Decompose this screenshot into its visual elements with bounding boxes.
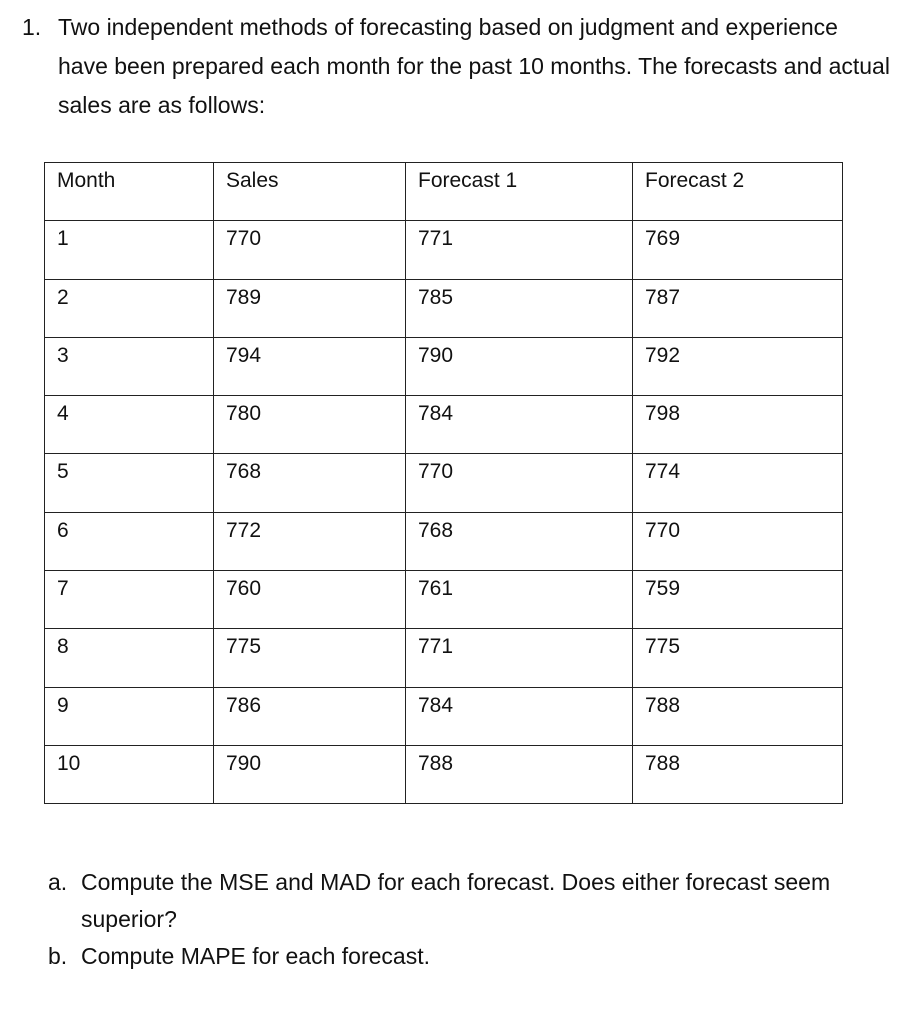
table-row — [45, 687, 843, 745]
cell-forecast-1: 771 — [406, 629, 633, 687]
cell-month: 6 — [45, 512, 214, 570]
question-letter: a. — [48, 869, 68, 895]
cell-forecast-2: 787 — [633, 279, 843, 337]
cell-month: 8 — [45, 629, 214, 687]
table-row — [45, 337, 843, 395]
table-row — [45, 396, 843, 454]
questions-list — [48, 864, 908, 975]
cell-sales: 786 — [214, 687, 406, 745]
table-header-row — [45, 163, 843, 221]
cell-forecast-1: 770 — [406, 454, 633, 512]
cell-month: 2 — [45, 279, 214, 337]
table-row — [45, 454, 843, 512]
cell-sales: 794 — [214, 337, 406, 395]
question-letter: b. — [48, 943, 68, 969]
problem-statement — [22, 8, 892, 125]
cell-forecast-2: 788 — [633, 745, 843, 803]
forecast-table — [44, 162, 843, 804]
problem-text: Two independent methods of forecasting based on judgment and experience have been prepared each month for the past 10 months. The forecasts and actual sales are as follows: — [58, 14, 890, 118]
cell-forecast-1: 784 — [406, 396, 633, 454]
cell-forecast-2: 759 — [633, 571, 843, 629]
question-text: Compute the MSE and MAD for each forecast. Does either forecast seem superior? — [81, 869, 831, 932]
cell-sales: 770 — [214, 221, 406, 279]
cell-month: 7 — [45, 571, 214, 629]
question-b — [48, 938, 908, 975]
cell-month: 4 — [45, 396, 214, 454]
cell-month: 3 — [45, 337, 214, 395]
cell-forecast-1: 771 — [406, 221, 633, 279]
cell-forecast-2: 774 — [633, 454, 843, 512]
cell-month: 5 — [45, 454, 214, 512]
header-forecast-2: Forecast 2 — [633, 163, 843, 221]
cell-forecast-2: 769 — [633, 221, 843, 279]
header-sales: Sales — [214, 163, 406, 221]
question-text: Compute MAPE for each forecast. — [81, 943, 430, 969]
cell-forecast-2: 788 — [633, 687, 843, 745]
cell-sales: 772 — [214, 512, 406, 570]
cell-forecast-1: 761 — [406, 571, 633, 629]
cell-sales: 790 — [214, 745, 406, 803]
cell-month: 9 — [45, 687, 214, 745]
cell-forecast-2: 792 — [633, 337, 843, 395]
table-row — [45, 279, 843, 337]
cell-sales: 789 — [214, 279, 406, 337]
table-row — [45, 571, 843, 629]
question-a — [48, 864, 908, 938]
table-row — [45, 221, 843, 279]
cell-forecast-1: 768 — [406, 512, 633, 570]
cell-sales: 775 — [214, 629, 406, 687]
cell-sales: 760 — [214, 571, 406, 629]
table-row — [45, 629, 843, 687]
header-month: Month — [45, 163, 214, 221]
table-row — [45, 512, 843, 570]
cell-forecast-2: 770 — [633, 512, 843, 570]
cell-forecast-2: 798 — [633, 396, 843, 454]
cell-forecast-1: 788 — [406, 745, 633, 803]
cell-month: 10 — [45, 745, 214, 803]
cell-forecast-2: 775 — [633, 629, 843, 687]
table-row — [45, 745, 843, 803]
cell-month: 1 — [45, 221, 214, 279]
cell-forecast-1: 790 — [406, 337, 633, 395]
header-forecast-1: Forecast 1 — [406, 163, 633, 221]
cell-sales: 780 — [214, 396, 406, 454]
cell-sales: 768 — [214, 454, 406, 512]
cell-forecast-1: 785 — [406, 279, 633, 337]
cell-forecast-1: 784 — [406, 687, 633, 745]
problem-number: 1. — [22, 14, 42, 40]
